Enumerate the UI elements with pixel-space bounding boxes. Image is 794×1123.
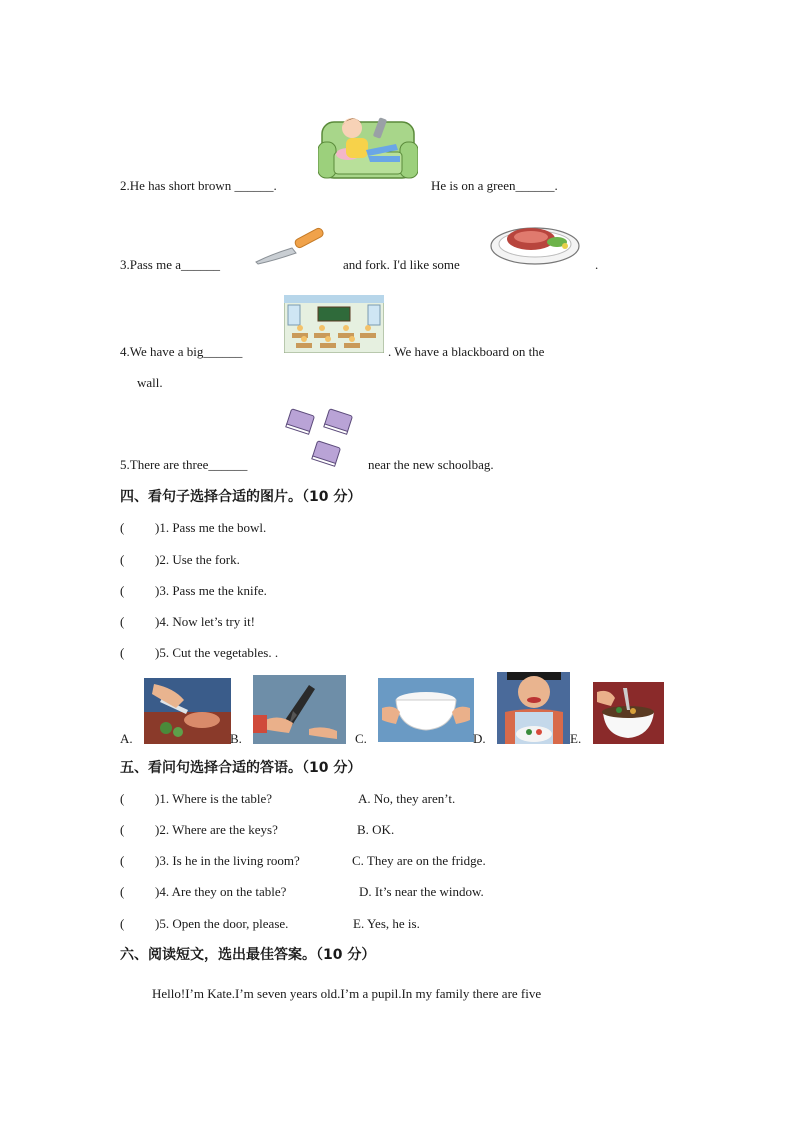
answer-paren[interactable]: ( [120,614,125,629]
meat-plate-icon [489,216,581,266]
q3-end-text: . [595,257,599,272]
knife-hand-photo [253,675,346,744]
question-text: )5. Open the door, please. [155,916,289,931]
question-text: )3. Is he in the living room? [155,853,300,868]
answer-option: A. No, they aren’t. [358,791,456,806]
answer-paren[interactable]: ( [120,552,125,567]
item-text: )5. Cut the vegetables. . [155,645,279,660]
answer-paren[interactable]: ( [120,583,125,598]
question-text: )1. Where is the table? [155,791,273,806]
q2-left-text: 2.He has short brown ______. [120,178,277,193]
tasting-food-photo [497,672,570,744]
q4-right-text: . We have a blackboard on the [388,344,545,359]
boy-on-sofa-icon [318,108,418,184]
option-letter-d: D. [473,731,486,746]
knife-icon [252,226,328,266]
option-letter-c: C. [355,731,367,746]
q3-mid-text: and fork. I'd like some [343,257,460,272]
reading-passage: Hello!I’m Kate.I’m seven years old.I’m a pupil.In my family there are five [152,986,542,1001]
q5-right-text: near the new schoolbag. [368,457,494,472]
q4-left-text: 4.We have a big______ [120,344,243,359]
bowl-hands-photo [378,678,474,742]
question-text: )4. Are they on the table? [155,884,287,899]
q2-right-text: He is on a green______. [431,178,558,193]
item-text: )4. Now let’s try it! [155,614,256,629]
item-text: )2. Use the fork. [155,552,240,567]
answer-paren[interactable]: ( [120,853,125,868]
books-icon [284,408,360,470]
answer-paren[interactable]: ( [120,645,125,660]
answer-paren[interactable]: ( [120,884,125,899]
section4-title: 四、看句子选择合适的图片。（10 分） [120,489,362,505]
answer-paren[interactable]: ( [120,822,125,837]
option-letter-a: A. [120,731,133,746]
section5-title: 五、看问句选择合适的答语。（10 分） [120,760,362,776]
item-text: )1. Pass me the bowl. [155,520,267,535]
answer-option: B. OK. [357,822,395,837]
answer-paren[interactable]: ( [120,520,125,535]
answer-option: C. They are on the fridge. [352,853,486,868]
answer-option: E. Yes, he is. [353,916,420,931]
salad-bowl-photo [593,682,664,744]
q3-left-text: 3.Pass me a______ [120,257,221,272]
answer-option: D. It’s near the window. [359,884,484,899]
classroom-icon [284,295,384,353]
option-letter-b: B. [230,731,242,746]
cutting-vegetables-photo [144,678,231,744]
answer-paren[interactable]: ( [120,791,125,806]
q4-continuation-text: wall. [137,375,163,390]
section6-title: 六、阅读短文，选出最佳答案。（10 分） [120,947,376,963]
item-text: )3. Pass me the knife. [155,583,267,598]
question-text: )2. Where are the keys? [155,822,278,837]
q5-left-text: 5.There are three______ [120,457,248,472]
answer-paren[interactable]: ( [120,916,125,931]
option-letter-e: E. [570,731,582,746]
